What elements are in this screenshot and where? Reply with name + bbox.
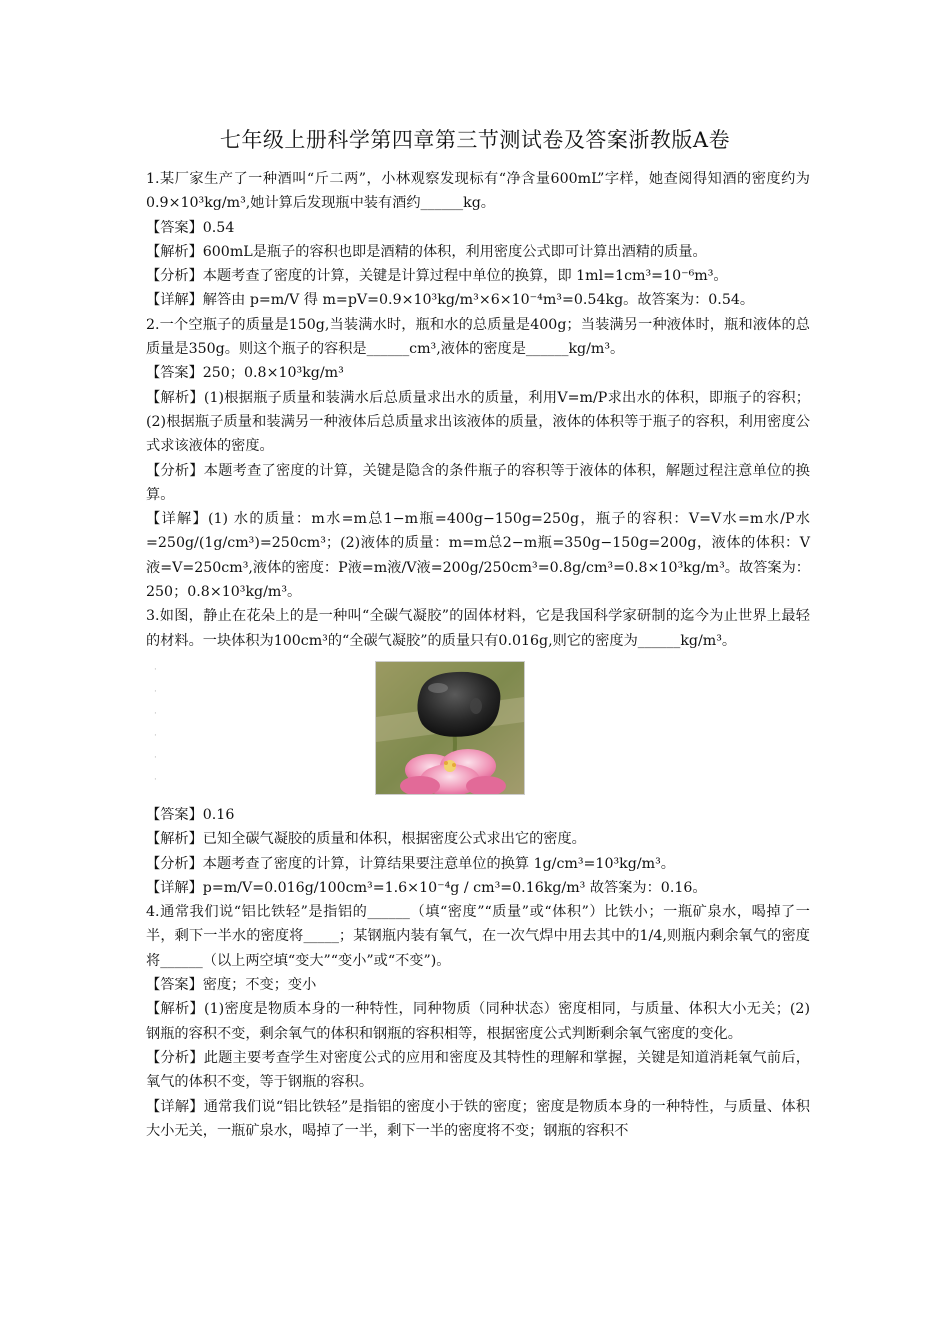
detail-1: 【详解】解答由 p=m/V 得 m=pV=0.9×10³kg/m³×6×10⁻⁴m³=0.54kg。故答案为：0.54。 [146,292,755,309]
answer-4: 【答案】密度；不变；变小 [146,977,317,994]
question-3: 3.如图，静止在花朵上的是一种叫“全碳气凝胶”的固体材料，它是我国科学家研制的迄今为止世界上最轻的材料。一块体积为100cm³的“全碳气凝胶”的质量只有0.016g,则它的密度为______kg/m³。 [146,608,810,649]
answer-1: 【答案】0.54 [146,219,235,236]
detail-2: 【详解】(1) 水的质量：m水=m总1−m瓶=400g−150g=250g，瓶子的容积：V=V水=m水/P水=250g/(1g/cm³)=250cm³；(2)液体的质量：m=m总2−m瓶=350g−150g=200g，液体的体积：V液=V=250cm³,液体的密度：P液=m液/V液=200g/250cm³=0.8g/cm³=0.8×10³kg/m³。故答案为：250；0.8×10³kg/m³。 [146,511,810,601]
detail-4: 【详解】通常我们说“铝比铁轻”是指铝的密度小于铁的密度；密度是物质本身的一种特性，与质量、体积大小无关，一瓶矿泉水，喝掉了一半，剩下一半的密度将不变；钢瓶的容积不 [146,1098,810,1139]
answer-2: 【答案】250；0.8×10³kg/m³ [146,365,344,382]
analysis-3: 【解析】已知全碳气凝胶的质量和体积，根据密度公式求出它的密度。 [146,831,586,848]
question-1: 1.某厂家生产了一种酒叫“斤二两”，小林观察发现标有“净含量600mL”字样，她查阅得知酒的密度约为0.9×10³kg/m³,她计算后发现瓶中装有酒约______kg。 [146,171,810,212]
analysis-4: 【解析】(1)密度是物质本身的一种特性，同种物质（同种状态）密度相同，与质量、体积大小无关；(2)钢瓶的容积不变，剩余氧气的体积和钢瓶的容积相等，根据密度公式判断剩余氧气密度的变化。 [146,1001,810,1042]
fenxi-4: 【分析】此题主要考查学生对密度公式的应用和密度及其特性的理解和掌握，关键是知道消耗氧气前后，氧气的体积不变，等于钢瓶的容积。 [146,1049,810,1091]
aerogel-on-flower-photo [375,661,525,795]
detail-3: 【详解】p=m/V=0.016g/100cm³=1.6×10⁻⁴g / cm³=0.16kg/m³ 故答案为：0.16。 [146,879,707,896]
answer-3: 【答案】0.16 [146,806,235,823]
fenxi-1: 【分析】本题考查了密度的计算，关键是计算过程中单位的换算，即 1ml=1cm³=10⁻⁶m³。 [146,268,728,285]
aerogel-photo-illustration [376,662,524,794]
analysis-1: 【解析】600mL是瓶子的容积也即是酒精的体积，利用密度公式即可计算出酒精的质量。 [146,243,707,260]
question-2: 2.一个空瓶子的质量是150g,当装满水时，瓶和水的总质量是400g；当装满另一种液体时，瓶和液体的总质量是350g。则这个瓶子的容积是______cm³,液体的密度是______kg/m³。 [146,316,810,358]
analysis-2: 【解析】(1)根据瓶子质量和装满水后总质量求出水的质量，利用V=m/P求出水的体积，即瓶子的容积；(2)根据瓶子质量和装满另一种液体后总质量求出该液体的质量，液体的体积等于瓶子的容积，利用密度公式求该液体的密度。 [146,389,810,455]
fenxi-2: 【分析】本题考查了密度的计算，关键是隐含的条件瓶子的容积等于液体的体积，解题过程注意单位的换算。 [146,462,810,503]
question-4: 4.通常我们说“铝比铁轻”是指铝的______（填“密度”“质量”或“体积”）比铁小；一瓶矿泉水，喝掉了一半，剩下一半水的密度将_____；某钢瓶内装有氧气，在一次气焊中用去其中的1/4,则瓶内剩余氧气的密度将______（以上两空填“变大”“变小”或“不变”)。 [146,904,810,969]
page-title: 七年级上册科学第四章第三节测试卷及答案浙教版A卷 [219,128,731,152]
fenxi-3: 【分析】本题考查了密度的计算，计算结果要注意单位的换算 1g/cm³=10³kg/m³。 [146,855,675,872]
figure-container [146,659,810,797]
document-body [146,167,810,1143]
figure-margin-marks: · · · · · · [154,664,157,785]
